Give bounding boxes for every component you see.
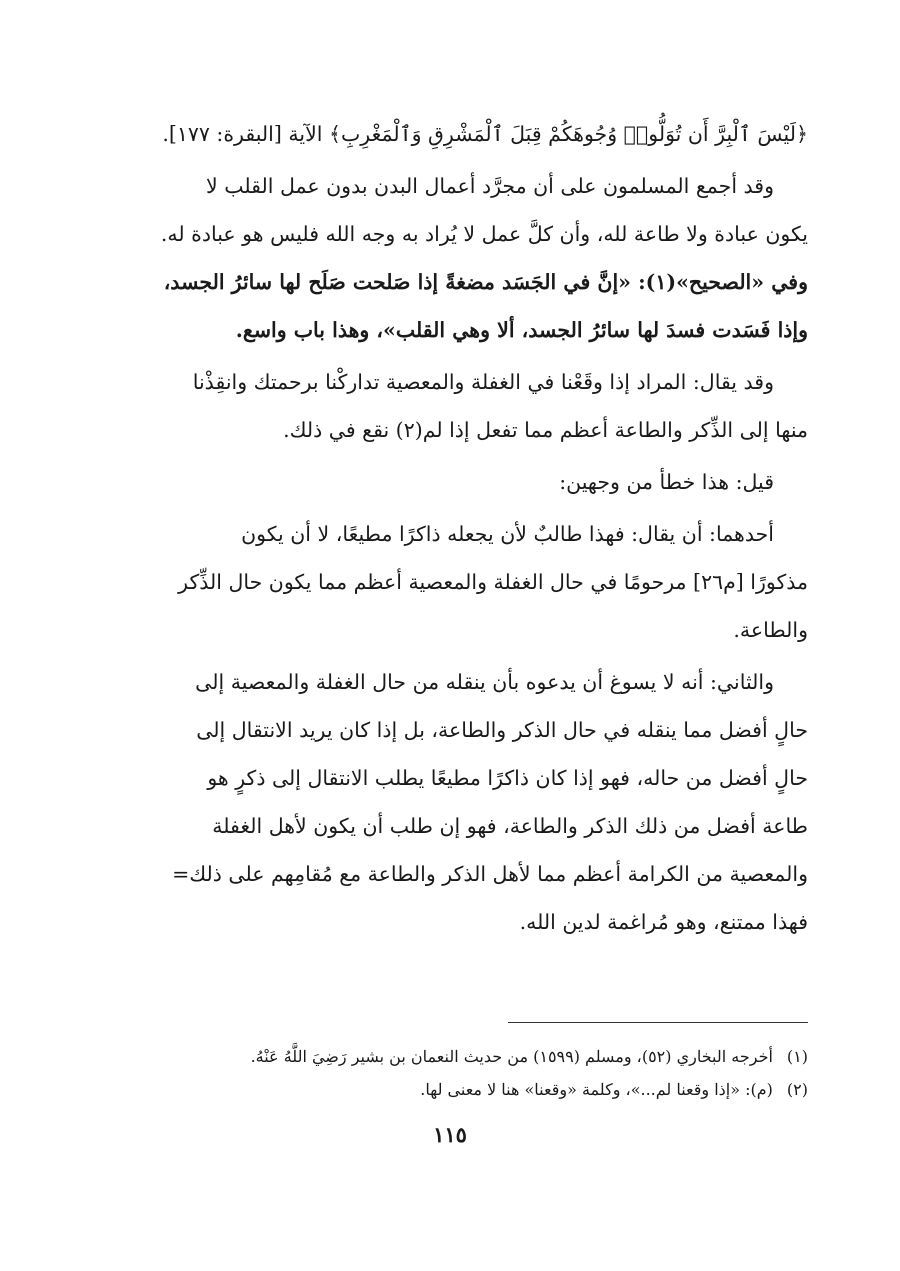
page-number: ١١٥ (433, 1122, 467, 1147)
footnote-number: (١) (786, 1047, 808, 1066)
text-line: حالٍ أفضل مما ينقله في حال الذكر والطاعة، بل إذا كان يريد الانتقال إلى (196, 718, 808, 742)
text-line: فهذا ممتنع، وهو مُراغمة لدين الله. (519, 910, 808, 934)
main-text (96, 110, 808, 946)
footnote-text: (م): «إذا وقعنا لم...»، وكلمة «وقعنا» هنا لا معنى لها. (420, 1080, 773, 1099)
text-line: والمعصية من الكرامة أعظم مما لأهل الذكر والطاعة مع مُقامِهم على ذلك= (172, 862, 808, 886)
text-line: يكون عبادة ولا طاعة لله، وأن كلَّ عمل لا يُراد به وجه الله فليس هو عبادة له. (160, 222, 808, 246)
text-line: وقد يقال: المراد إذا وقَعْنا في الغفلة والمعصية تداركْنا برحمتك وانقِذْنا (192, 370, 774, 394)
paragraph-second-reason (96, 658, 808, 946)
footnote-text: أخرجه البخاري (٥٢)، ومسلم (١٥٩٩) من حديث النعمان بن بشير رَضِيَ اللَّهُ عَنْهُ. (250, 1047, 773, 1066)
paragraph-objection (96, 358, 808, 454)
text-line: حالٍ أفضل من حاله، فهو إذا كان ذاكرًا مطيعًا يطلب الانتقال إلى ذكرٍ هو (207, 766, 808, 790)
footnote-2 (96, 1073, 808, 1106)
text-line: والطاعة. (733, 618, 808, 642)
text-line: مذكورًا [م٢٦] مرحومًا في حال الغفلة والمعصية أعظم مما يكون حال الذِّكر (178, 570, 808, 594)
footnote-number: (٢) (786, 1080, 808, 1099)
text-line: طاعة أفضل من ذلك الذكر والطاعة، فهو إن طلب أن يكون لأهل الغفلة (212, 814, 808, 838)
text-line: وفي «الصحيح»(١): «إنَّ في الجَسَد مضغةً إذا صَلحت صَلَح لها سائرُ الجسد، (163, 270, 808, 294)
text-line: وإذا فَسَدت فسدَ لها سائرُ الجسد، ألا وهي القلب»، وهذا باب واسع. (235, 318, 808, 342)
text-line: والثاني: أنه لا يسوغ أن يدعوه بأن ينقله من حال الغفلة والمعصية إلى (195, 670, 774, 694)
quran-verse-line: ﴿لَيْسَ ٱلْبِرَّ أَن تُوَلُّوا۟ وُجُوهَكُمْ قِبَلَ ٱلْمَشْرِقِ وَٱلْمَغْرِبِ﴾ الآية [البقرة: ١٧٧]. (162, 122, 808, 146)
footnote-1 (96, 1040, 808, 1073)
footnote-separator (508, 1022, 808, 1023)
text-line: وقد أجمع المسلمون على أن مجرَّد أعمال البدن بدون عمل القلب لا (206, 174, 774, 198)
text-line: قيل: هذا خطأ من وجهين: (559, 470, 774, 494)
paragraph-consensus (96, 162, 808, 354)
footnotes (96, 1040, 808, 1106)
paragraph-first-reason (96, 510, 808, 654)
text-line: أحدهما: أن يقال: فهذا طالبٌ لأن يجعله ذاكرًا مطيعًا، لا أن يكون (241, 522, 774, 546)
paragraph-reply-intro (96, 458, 808, 506)
text-line: منها إلى الذِّكر والطاعة أعظم مما تفعل إذا لم(٢) نقع في ذلك. (283, 418, 808, 442)
